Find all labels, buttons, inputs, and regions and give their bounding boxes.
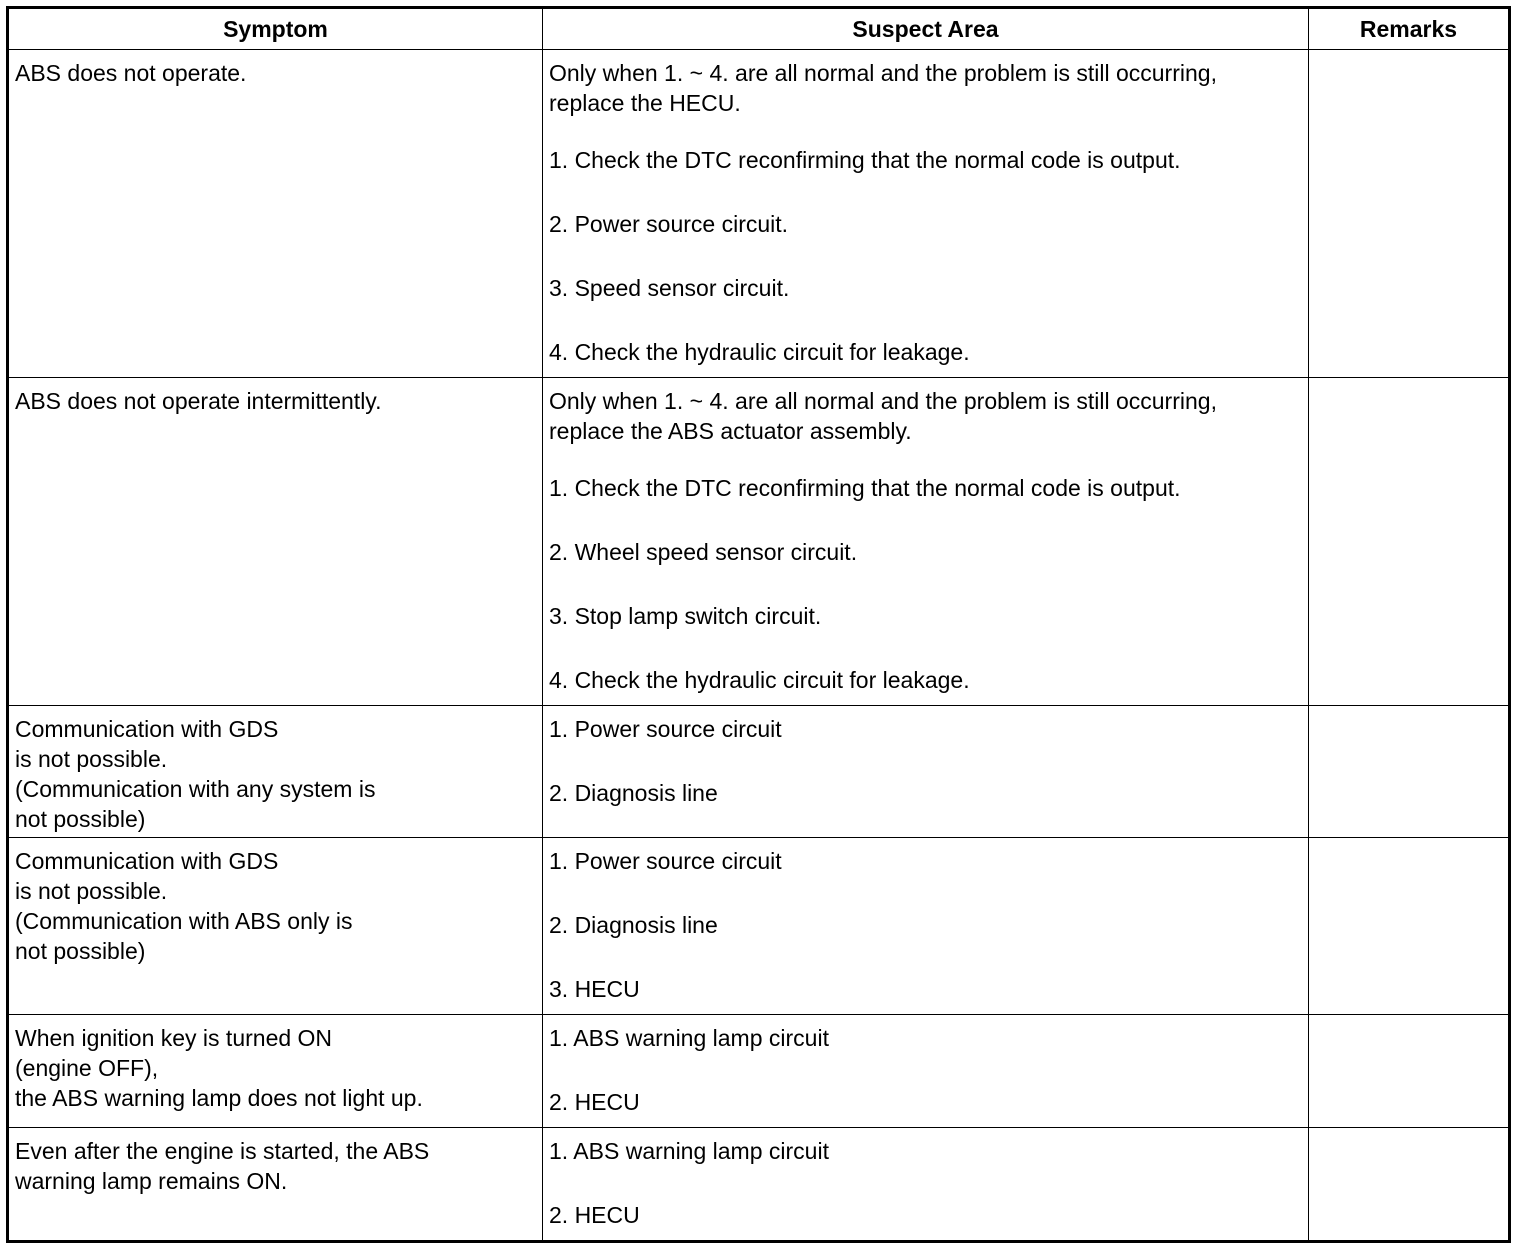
remarks-cell	[1309, 50, 1510, 378]
symptom-cell	[8, 1128, 543, 1242]
suspect-item: 3. Stop lamp switch circuit.	[549, 603, 822, 629]
troubleshooting-table	[6, 6, 1511, 1243]
symptom-cell	[8, 378, 543, 706]
suspect-item: 2. Power source circuit.	[549, 211, 789, 237]
symptom-text: the ABS warning lamp does not light up.	[15, 1085, 423, 1111]
suspect-area-cell	[543, 838, 1309, 1015]
symptom-text: Even after the engine is started, the ABS	[15, 1138, 430, 1164]
suspect-item: 2. Diagnosis line	[549, 912, 718, 938]
symptom-cell	[8, 1015, 543, 1128]
table-row	[8, 838, 1510, 1015]
remarks-cell	[1309, 378, 1510, 706]
suspect-item: 4. Check the hydraulic circuit for leakage.	[549, 667, 970, 693]
header-suspect-area: Suspect Area	[543, 8, 1309, 50]
suspect-item: 2. Diagnosis line	[549, 780, 718, 806]
table-row	[8, 378, 1510, 706]
suspect-item: 2. Wheel speed sensor circuit.	[549, 539, 858, 565]
remarks-cell	[1309, 706, 1510, 838]
symptom-text: (engine OFF),	[15, 1055, 159, 1081]
suspect-item: 1. ABS warning lamp circuit	[549, 1025, 829, 1051]
symptom-cell	[8, 838, 543, 1015]
symptom-text: not possible)	[15, 938, 146, 964]
suspect-area-cell	[543, 50, 1309, 378]
symptom-text: warning lamp remains ON.	[15, 1168, 288, 1194]
suspect-intro-line: Only when 1. ~ 4. are all normal and the problem is still occurring,	[549, 60, 1217, 86]
header-row	[8, 8, 1510, 50]
remarks-cell	[1309, 838, 1510, 1015]
symptom-text: ABS does not operate intermittently.	[15, 388, 382, 414]
header-symptom: Symptom	[8, 8, 543, 50]
symptom-text: ABS does not operate.	[15, 60, 247, 86]
header-remarks: Remarks	[1309, 8, 1510, 50]
suspect-area-cell	[543, 706, 1309, 838]
suspect-item: 1. Power source circuit	[549, 716, 782, 742]
suspect-intro	[549, 58, 1302, 118]
suspect-area-cell	[543, 1128, 1309, 1242]
suspect-area-cell	[543, 378, 1309, 706]
symptom-text: Communication with GDS	[15, 716, 279, 742]
suspect-item: 1. Power source circuit	[549, 848, 782, 874]
symptom-text: Communication with GDS	[15, 848, 279, 874]
symptom-text: (Communication with any system is	[15, 776, 376, 802]
remarks-cell	[1309, 1015, 1510, 1128]
suspect-intro	[549, 386, 1302, 446]
suspect-item: 1. Check the DTC reconfirming that the normal code is output.	[549, 147, 1181, 173]
table-row	[8, 1128, 1510, 1242]
suspect-item: 3. Speed sensor circuit.	[549, 275, 790, 301]
table-row	[8, 1015, 1510, 1128]
suspect-item: 1. ABS warning lamp circuit	[549, 1138, 829, 1164]
suspect-item: 4. Check the hydraulic circuit for leakage.	[549, 339, 970, 365]
suspect-area-cell	[543, 1015, 1309, 1128]
symptom-text: not possible)	[15, 806, 146, 832]
suspect-item: 2. HECU	[549, 1089, 640, 1115]
table-row	[8, 706, 1510, 838]
symptom-cell	[8, 706, 543, 838]
symptom-text: (Communication with ABS only is	[15, 908, 353, 934]
suspect-item: 3. HECU	[549, 976, 640, 1002]
symptom-cell	[8, 50, 543, 378]
symptom-text: When ignition key is turned ON	[15, 1025, 333, 1051]
table-row	[8, 50, 1510, 378]
suspect-item: 2. HECU	[549, 1202, 640, 1228]
symptom-text: is not possible.	[15, 878, 168, 904]
suspect-intro-line: replace the ABS actuator assembly.	[549, 418, 912, 444]
suspect-item: 1. Check the DTC reconfirming that the normal code is output.	[549, 475, 1181, 501]
symptom-text: is not possible.	[15, 746, 168, 772]
suspect-intro-line: Only when 1. ~ 4. are all normal and the problem is still occurring,	[549, 388, 1217, 414]
remarks-cell	[1309, 1128, 1510, 1242]
suspect-intro-line: replace the HECU.	[549, 90, 741, 116]
